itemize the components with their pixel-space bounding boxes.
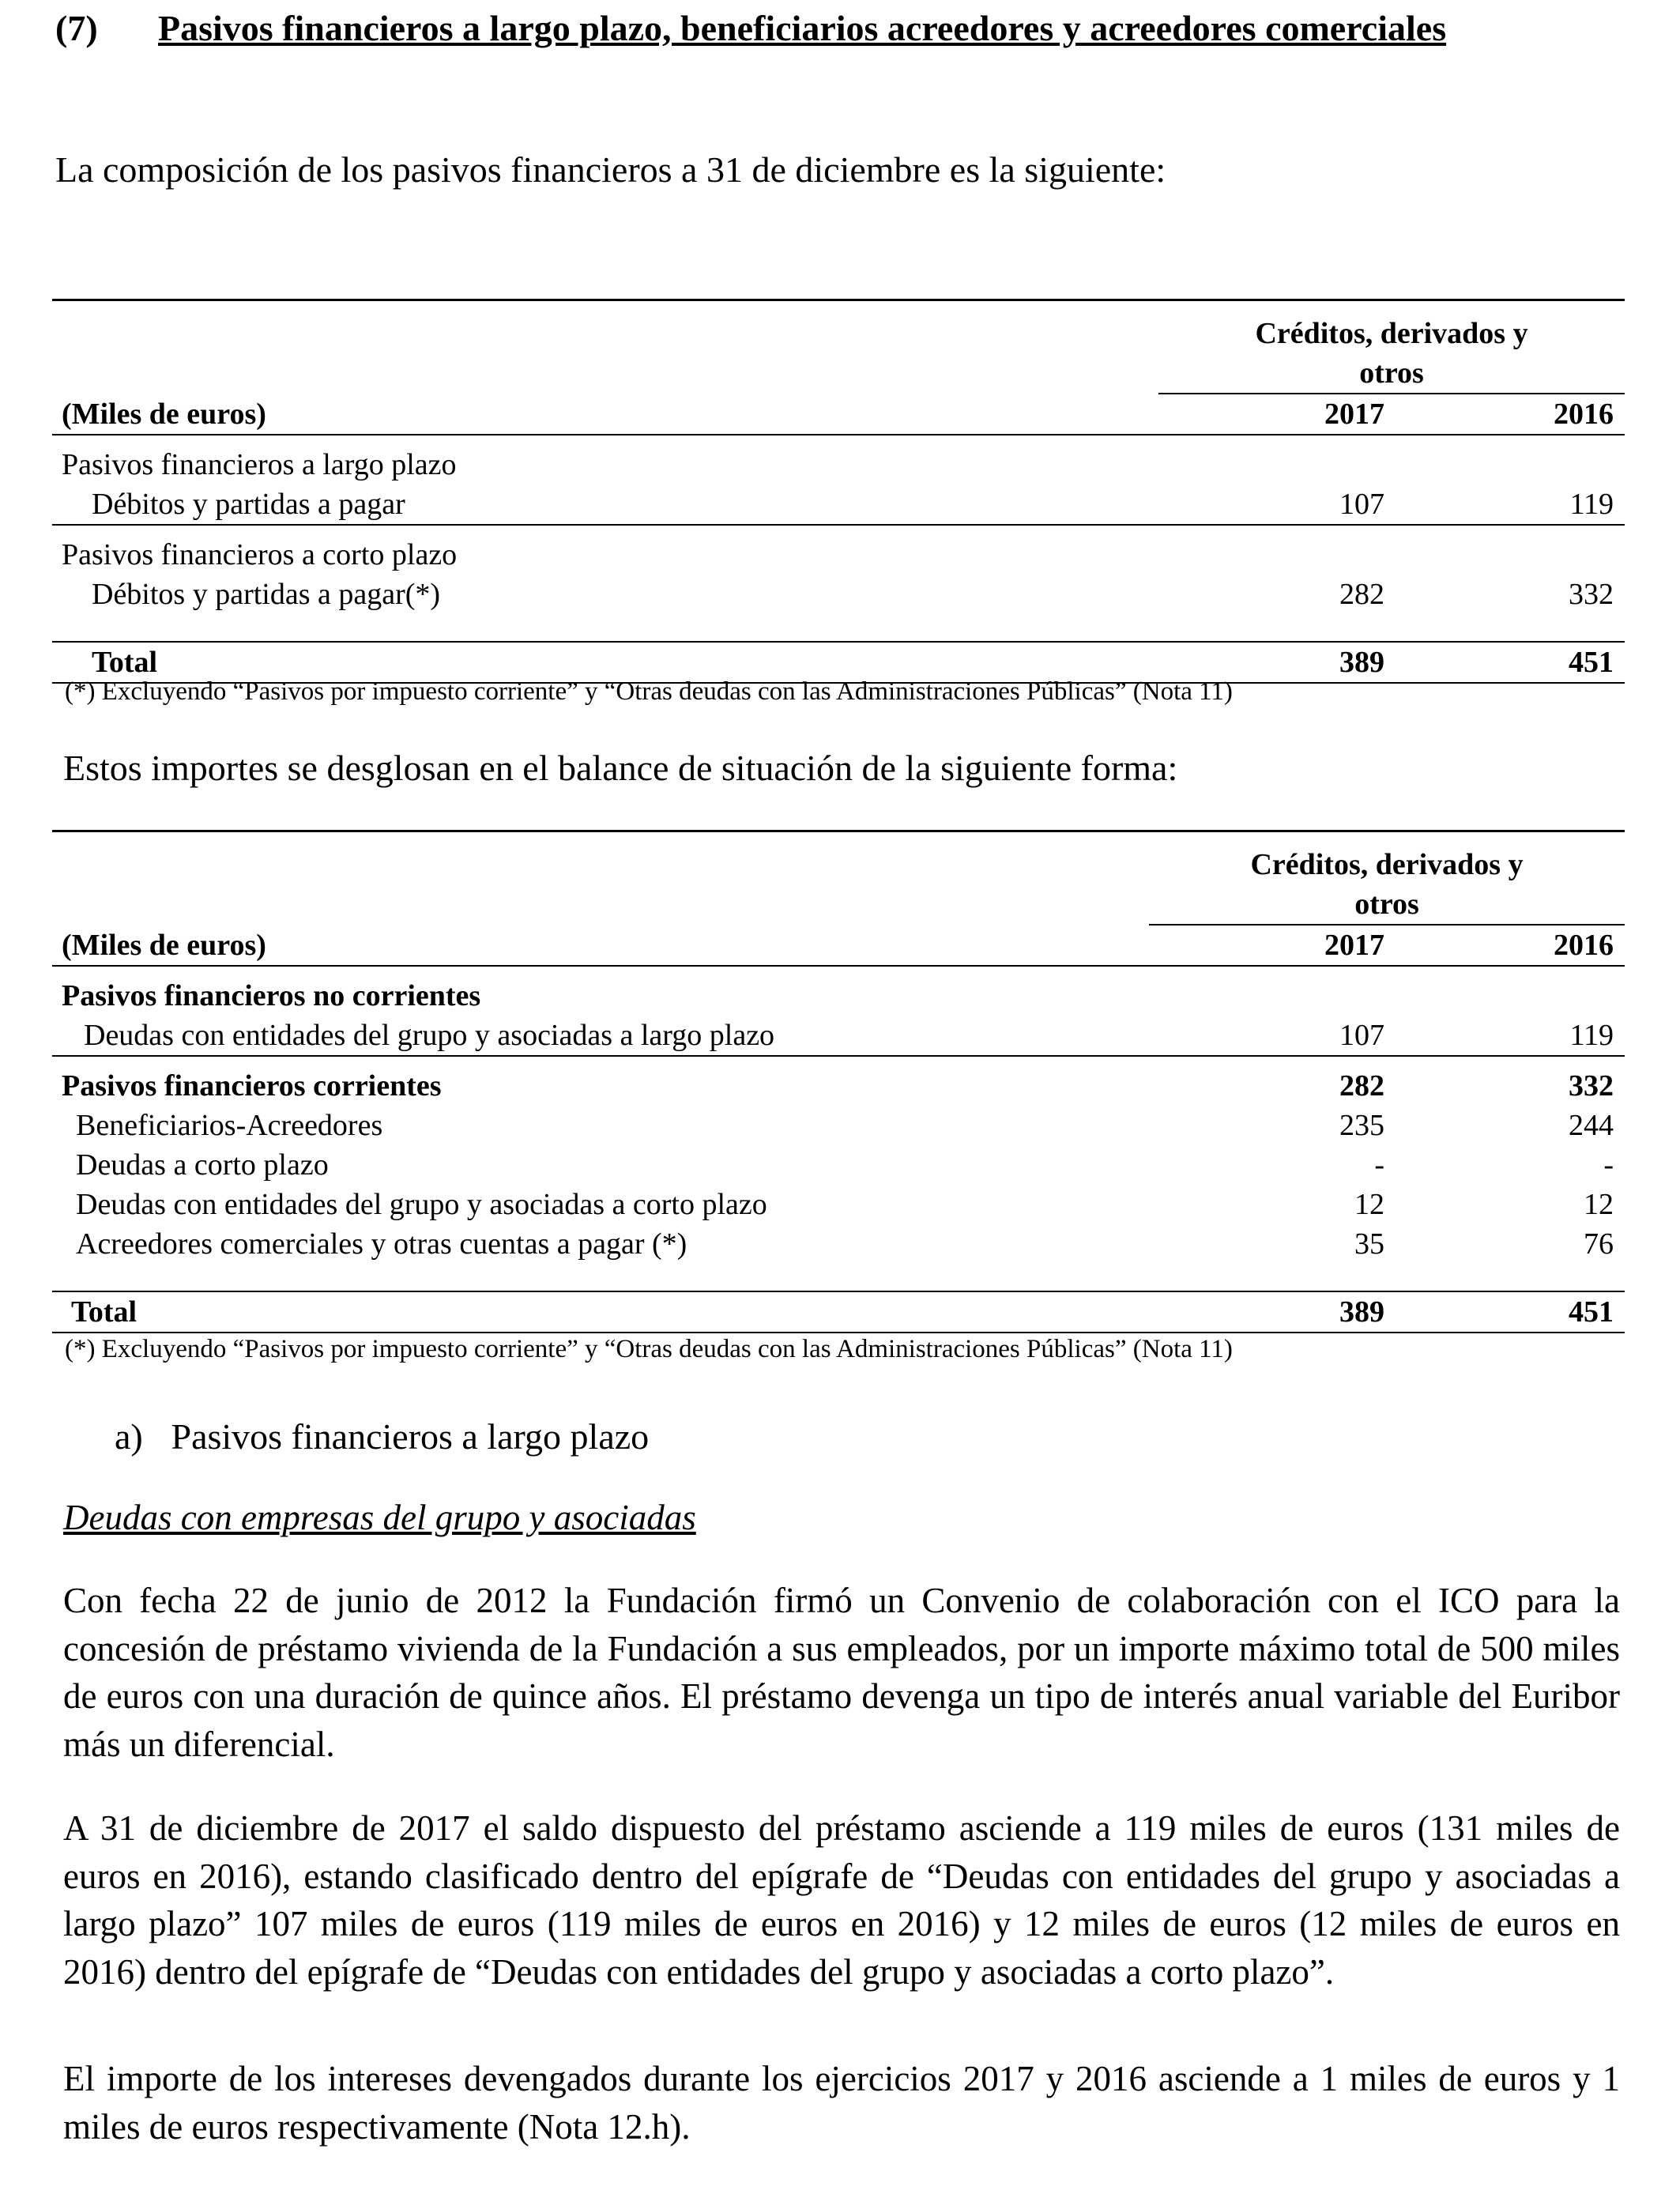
table-row (52, 1185, 1625, 1224)
unit-label: (Miles de euros) (52, 394, 1158, 435)
total-label: Total (52, 1291, 1149, 1333)
value-2017: 107 (1149, 1016, 1396, 1056)
year-2016-header: 2016 (1396, 394, 1625, 435)
table-row (52, 1145, 1625, 1185)
value-2017: 282 (1339, 578, 1384, 611)
table-row (52, 1016, 1625, 1056)
body-paragraph: A 31 de diciembre de 2017 el saldo dispuesto del préstamo asciende a 119 miles de euros (131 miles de euros en 2016), estando clasificado dentro del epígrafe de “Deudas con entidades del grupo y asociadas a largo plazo” 107 miles de euros (119 miles de euros en 2016) y 12 miles de euros (12 miles de euros en 2016) dentro del epígrafe de “Deudas con entidades del grupo y asociadas a corto plazo”. (63, 1808, 1620, 1992)
intro2-text: Estos importes se desglosan en el balance de situación de la siguiente forma: (63, 748, 1178, 788)
value-2017: 12 (1354, 1188, 1384, 1221)
value-2016: 12 (1584, 1188, 1614, 1221)
row-label: Beneficiarios-Acreedores (76, 1109, 383, 1142)
value-2016: - (1603, 1148, 1614, 1182)
row-label: Débitos y partidas a pagar (52, 484, 1158, 525)
table-row (52, 1224, 1625, 1264)
value-2016: 332 (1569, 1069, 1614, 1103)
subheading: Deudas con empresas del grupo y asociadas (63, 1498, 696, 1537)
year-2017-header: 2017 (1158, 394, 1396, 435)
value-2017: 35 (1354, 1227, 1384, 1261)
section-number: (7) (55, 8, 98, 48)
total-row (52, 1291, 1625, 1333)
value-2016: 332 (1569, 578, 1614, 611)
section-title: Pasivos financieros a largo plazo, beneficiarios acreedores y acreedores comerciales (158, 8, 1447, 48)
value-2017: 107 (1158, 484, 1396, 525)
row-label: Débitos y partidas a pagar(*) (92, 578, 441, 611)
value-2017: - (1374, 1148, 1384, 1182)
total-label: Total (52, 642, 1158, 683)
row-label: Pasivos financieros corrientes (62, 1069, 442, 1103)
table2-footnote: (*) Excluyendo “Pasivos por impuesto corriente” y “Otras deudas con las Administraciones Públicas” (Nota 11) (65, 1335, 1233, 1363)
row-label: Pasivos financieros no corrientes (62, 979, 481, 1012)
total-2016: 451 (1396, 642, 1625, 683)
financial-liabilities-table (52, 299, 1625, 684)
total-2017: 389 (1158, 642, 1396, 683)
value-2016: 119 (1396, 1016, 1625, 1056)
row-label: Deudas con entidades del grupo y asociadas a largo plazo (52, 1016, 1149, 1056)
value-2017: 282 (1339, 1069, 1384, 1103)
column-group-header: Créditos, derivados y otros (1158, 314, 1625, 394)
row-label: Pasivos financieros a largo plazo (62, 448, 457, 481)
table-row (52, 484, 1625, 525)
table-row (52, 976, 1625, 1016)
value-2016: 244 (1569, 1109, 1614, 1142)
value-2017: 235 (1339, 1109, 1384, 1142)
intro-text: La composición de los pasivos financieros a 31 de diciembre es la siguiente: (55, 149, 1166, 190)
total-2017: 389 (1149, 1291, 1396, 1333)
subsection-heading (115, 1413, 649, 1461)
table-row (52, 1066, 1625, 1106)
subsection-marker: a) (115, 1416, 143, 1457)
body-paragraph: Con fecha 22 de junio de 2012 la Fundación firmó un Convenio de colaboración con el ICO para la concesión de préstamo vivienda de la Fundación a sus empleados, por un importe máximo total de 500 miles de euros con una duración de quince años. El préstamo devenga un tipo de interés anual variable del Euribor más un diferencial. (63, 1581, 1620, 1764)
year-2016-header: 2016 (1396, 925, 1625, 966)
value-2016: 119 (1396, 484, 1625, 525)
subsection-title: Pasivos financieros a largo plazo (171, 1416, 650, 1457)
table-row (52, 445, 1625, 484)
table-row (52, 575, 1625, 614)
unit-label: (Miles de euros) (52, 925, 1149, 966)
row-label: Deudas con entidades del grupo y asociadas a corto plazo (76, 1188, 767, 1221)
row-label: Pasivos financieros a corto plazo (62, 538, 458, 571)
column-group-header: Créditos, derivados y otros (1149, 845, 1625, 925)
table1-footnote: (*) Excluyendo “Pasivos por impuesto corriente” y “Otras deudas con las Administraciones Públicas” (Nota 11) (65, 677, 1233, 706)
value-2016: 76 (1584, 1227, 1614, 1261)
row-label: Deudas a corto plazo (76, 1148, 329, 1182)
table-row (52, 1106, 1625, 1145)
row-label: Acreedores comerciales y otras cuentas a pagar (*) (76, 1227, 687, 1261)
table-row (52, 535, 1625, 575)
balance-breakdown-table (52, 830, 1625, 1333)
total-2016: 451 (1396, 1291, 1625, 1333)
body-paragraph: El importe de los intereses devengados durante los ejercicios 2017 y 2016 asciende a 1 miles de euros y 1 miles de euros respectivamente (Nota 12.h). (63, 2059, 1620, 2147)
year-2017-header: 2017 (1149, 925, 1396, 966)
